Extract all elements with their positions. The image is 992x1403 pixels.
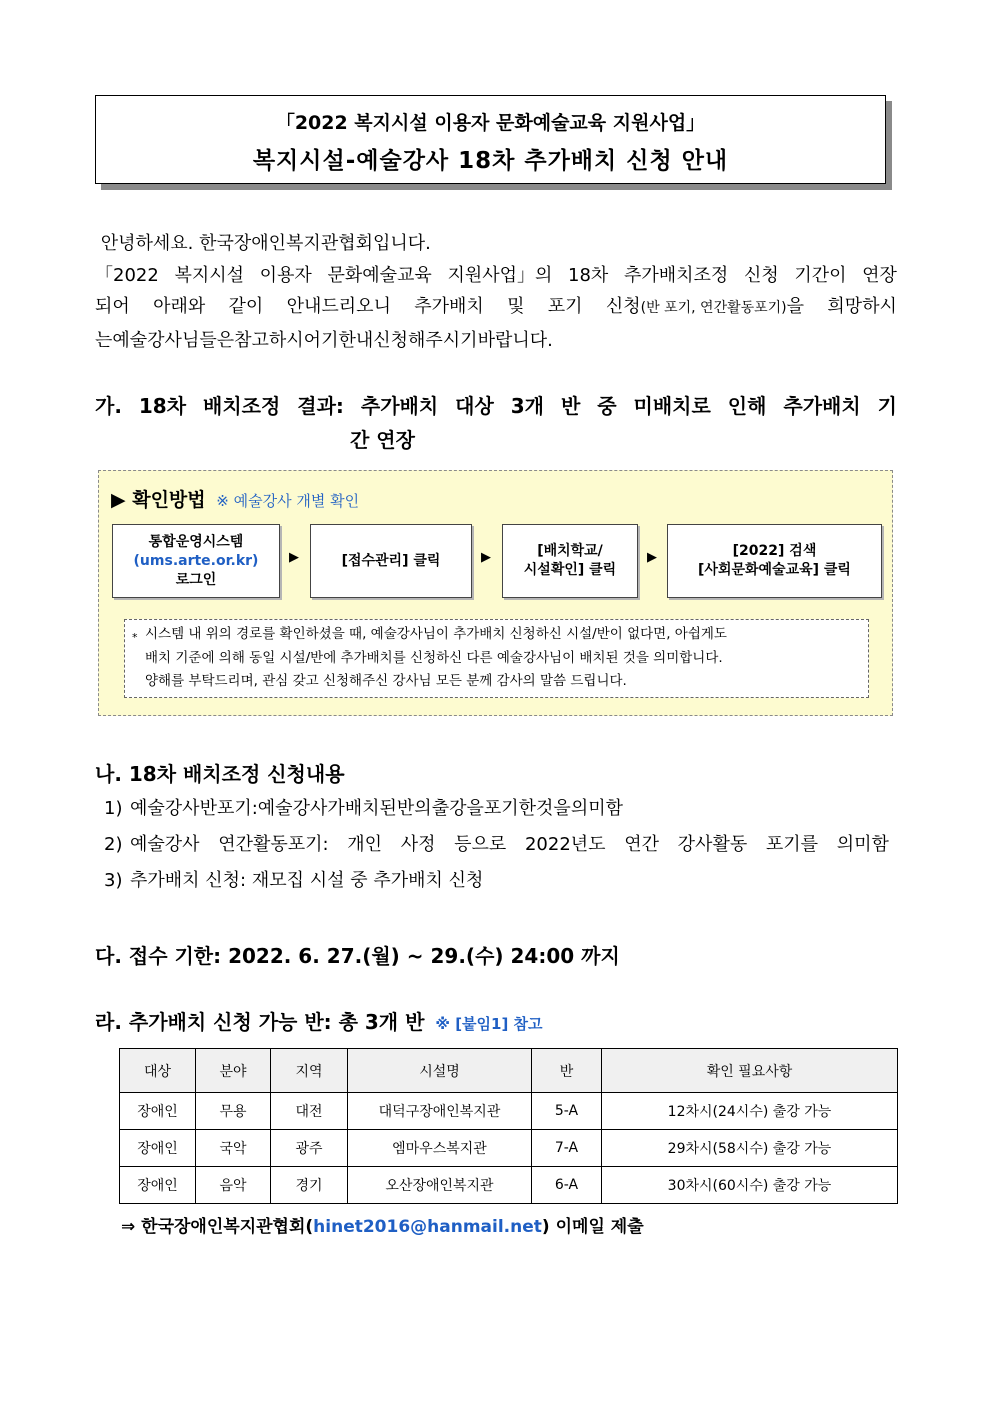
word: 배치된	[344, 798, 397, 819]
application-items-list	[104, 791, 889, 899]
notice-bullet: *	[132, 631, 138, 644]
word: 개인	[347, 834, 383, 855]
table-cell: 무용	[196, 1093, 271, 1130]
list-item	[104, 827, 889, 863]
footer-prefix: ⇒ 한국장애인복지관협회(	[121, 1217, 314, 1237]
word: 신청	[605, 296, 641, 317]
word: 반	[199, 798, 217, 819]
table-cell: 음악	[196, 1167, 271, 1204]
column-header: 확인 필요사항	[602, 1049, 898, 1093]
word: 추가배치	[783, 394, 861, 418]
list-item	[104, 791, 889, 827]
word: 결과:	[297, 394, 344, 418]
word: 추가배치조정	[623, 264, 729, 286]
table-cell: 오산장애인복지관	[348, 1167, 532, 1204]
intro-line-3	[95, 291, 897, 325]
step-search	[667, 524, 882, 598]
word: 기간이	[794, 264, 847, 286]
word: 배치조정	[203, 394, 281, 418]
step-text: 로그인	[175, 571, 217, 588]
word: 복지시설	[174, 264, 245, 286]
column-header: 시설명	[348, 1049, 532, 1093]
word: 신청해	[373, 329, 426, 351]
word: 사정	[400, 834, 436, 855]
word: 예술강사가	[257, 798, 345, 819]
confirm-method-title	[111, 485, 359, 512]
intro-line-4	[95, 325, 897, 357]
word: 추가배치	[360, 394, 439, 418]
section-ga-heading	[95, 389, 897, 457]
list-item	[104, 863, 889, 899]
word: 강사활동	[677, 834, 748, 855]
table-cell: 엠마우스복지관	[348, 1130, 532, 1167]
table-cell: 5-A	[532, 1093, 602, 1130]
word: 참고하시어	[234, 329, 322, 351]
word: 출강을	[431, 798, 484, 819]
word: 반의	[396, 798, 432, 819]
attachment-note: ※ [붙임1] 참고	[435, 1015, 543, 1033]
word: 반	[560, 394, 581, 418]
word: 을	[786, 296, 805, 317]
table-cell: 6-A	[532, 1167, 602, 1204]
word: 3개	[510, 394, 544, 418]
word: 아래와	[153, 296, 206, 317]
word: 및	[507, 296, 525, 317]
step-text: [배치학교/	[537, 543, 603, 559]
available-classes-table	[119, 1048, 898, 1204]
section-ga-line-1	[95, 389, 897, 423]
confirm-method-box	[98, 470, 893, 716]
step-login	[112, 524, 280, 598]
word: 지원사업」의	[447, 264, 553, 286]
item-number: 3)	[104, 870, 123, 891]
intro-line-1: 안녕하세요. 한국장애인복지관협회입니다.	[95, 233, 431, 254]
item-number: 2)	[104, 834, 123, 855]
word: 2022년도	[524, 834, 606, 855]
table-header-row	[120, 1049, 898, 1093]
word: 등으로	[454, 834, 507, 855]
step-placement-check	[502, 524, 638, 598]
confirm-title-text: ▶ 확인방법	[111, 489, 206, 511]
table-cell: 장애인	[120, 1093, 196, 1130]
word: 기	[877, 394, 897, 418]
submission-instruction	[121, 1212, 644, 1237]
small-note: (반 포기, 연간활동포기)	[640, 300, 787, 316]
word: 내	[355, 329, 374, 351]
column-header: 대상	[120, 1049, 196, 1093]
word: 대상	[455, 394, 494, 418]
word: 인해	[727, 394, 767, 418]
word: 포기를	[765, 834, 819, 855]
section-ra-title: 라. 추가배치 신청 가능 반: 총 3개 반	[95, 1010, 425, 1034]
item-number: 1)	[104, 798, 123, 819]
table-row	[120, 1093, 898, 1130]
word: 연간활동포기:	[218, 834, 329, 855]
arrow-right-icon: ▶	[481, 550, 491, 565]
word: 희망하시	[827, 296, 897, 317]
word: 의미함	[570, 798, 623, 819]
email-link[interactable]: hinet2016@hanmail.net	[313, 1217, 542, 1237]
word-with-note	[606, 291, 804, 325]
step-text: [접수관리] 클릭	[341, 552, 441, 569]
step-reception	[310, 524, 472, 598]
title-line-2: 복지시설-예술강사 18차 추가배치 신청 안내	[252, 148, 729, 174]
table-cell: 29차시(58시수) 출강 가능	[602, 1130, 898, 1167]
intro-paragraph	[95, 228, 897, 356]
word: 것을	[536, 798, 571, 819]
word: 미배치로	[633, 394, 711, 418]
arrow-right-icon: ▶	[647, 550, 657, 565]
column-header: 분야	[196, 1049, 271, 1093]
system-url: (ums.arte.or.kr)	[133, 552, 259, 569]
item-text: 추가배치 신청: 재모집 시설 중 추가배치 신청	[130, 870, 484, 891]
word: 「2022	[95, 264, 159, 286]
word: 예술강사님들은	[112, 329, 235, 351]
table-cell: 7-A	[532, 1130, 602, 1167]
word: 의미함	[836, 834, 889, 855]
table-cell: 장애인	[120, 1167, 196, 1204]
notice-line: 시스템 내 위의 경로를 확인하셨을 때, 예술강사님이 추가배치 신청하신 시설/반이 없다면, 아쉽게도	[145, 626, 727, 642]
word: 가.	[95, 394, 122, 418]
notice-line: 배치 기준에 의해 동일 시설/반에 추가배치를 신청하신 다른 예술강사님이 배치된 것을 의미합니다.	[145, 649, 723, 666]
column-header: 반	[532, 1049, 602, 1093]
table-cell: 대덕구장애인복지관	[348, 1093, 532, 1130]
footer-suffix: ) 이메일 제출	[541, 1217, 644, 1237]
word: 중	[597, 394, 617, 418]
table-cell: 경기	[271, 1167, 348, 1204]
word: 문화예술교육	[327, 264, 432, 286]
table-row	[120, 1167, 898, 1204]
item-text	[130, 827, 889, 863]
table-cell: 12차시(24시수) 출강 가능	[602, 1093, 898, 1130]
intro-line-2	[95, 260, 897, 292]
word: 안내드리오니	[286, 296, 391, 317]
confirm-note: ※ 예술강사 개별 확인	[216, 492, 360, 510]
word: 18차	[568, 264, 609, 286]
word: 주시기	[425, 329, 478, 351]
word: 추가배치	[414, 296, 484, 317]
notice-line: 양해를 부탁드리며, 관심 갖고 신청해주신 강사님 모든 분께 감사의 말씀 드립니다.	[145, 673, 627, 689]
notice-box	[124, 619, 869, 698]
word: 연장	[862, 264, 897, 286]
word: 포기:	[216, 798, 258, 819]
table-cell: 장애인	[120, 1130, 196, 1167]
section-na-heading: 나. 18차 배치조정 신청내용	[95, 762, 345, 786]
word: 신청	[743, 264, 779, 286]
title-line-1: 「2022 복지시설 이용자 문화예술교육 지원사업」	[275, 112, 706, 134]
table-cell: 광주	[271, 1130, 348, 1167]
word: 이용자	[259, 264, 312, 286]
word: 예술강사	[130, 798, 200, 819]
title-box	[95, 95, 886, 184]
step-text: 통합운영시스템	[148, 533, 244, 550]
table-row	[120, 1130, 898, 1167]
section-da-deadline: 다. 접수 기한: 2022. 6. 27.(월) ~ 29.(수) 24:00 까지	[95, 944, 620, 968]
word: 연간	[624, 834, 660, 855]
word: 18차	[138, 394, 187, 418]
column-header: 지역	[271, 1049, 348, 1093]
word: 포기	[547, 296, 583, 317]
word: 기한	[321, 329, 356, 351]
table-cell: 대전	[271, 1093, 348, 1130]
table-cell: 30차시(60시수) 출강 가능	[602, 1167, 898, 1204]
step-text: 시설확인] 클릭	[523, 562, 617, 578]
word: 포기한	[483, 798, 537, 819]
word: 예술강사	[130, 834, 200, 855]
section-ra-heading	[95, 1006, 543, 1035]
word: 되어	[95, 296, 130, 317]
section-ga-line-2: 간 연장	[350, 428, 415, 452]
word: 는	[95, 329, 113, 351]
arrow-right-icon: ▶	[289, 550, 299, 565]
step-text: [2022] 검색	[732, 543, 817, 559]
item-text	[130, 791, 889, 827]
word: 바랍니다.	[477, 329, 553, 351]
table-cell: 국악	[196, 1130, 271, 1167]
step-text: [사회문화예술교육] 클릭	[698, 562, 851, 578]
word: 같이	[228, 296, 264, 317]
